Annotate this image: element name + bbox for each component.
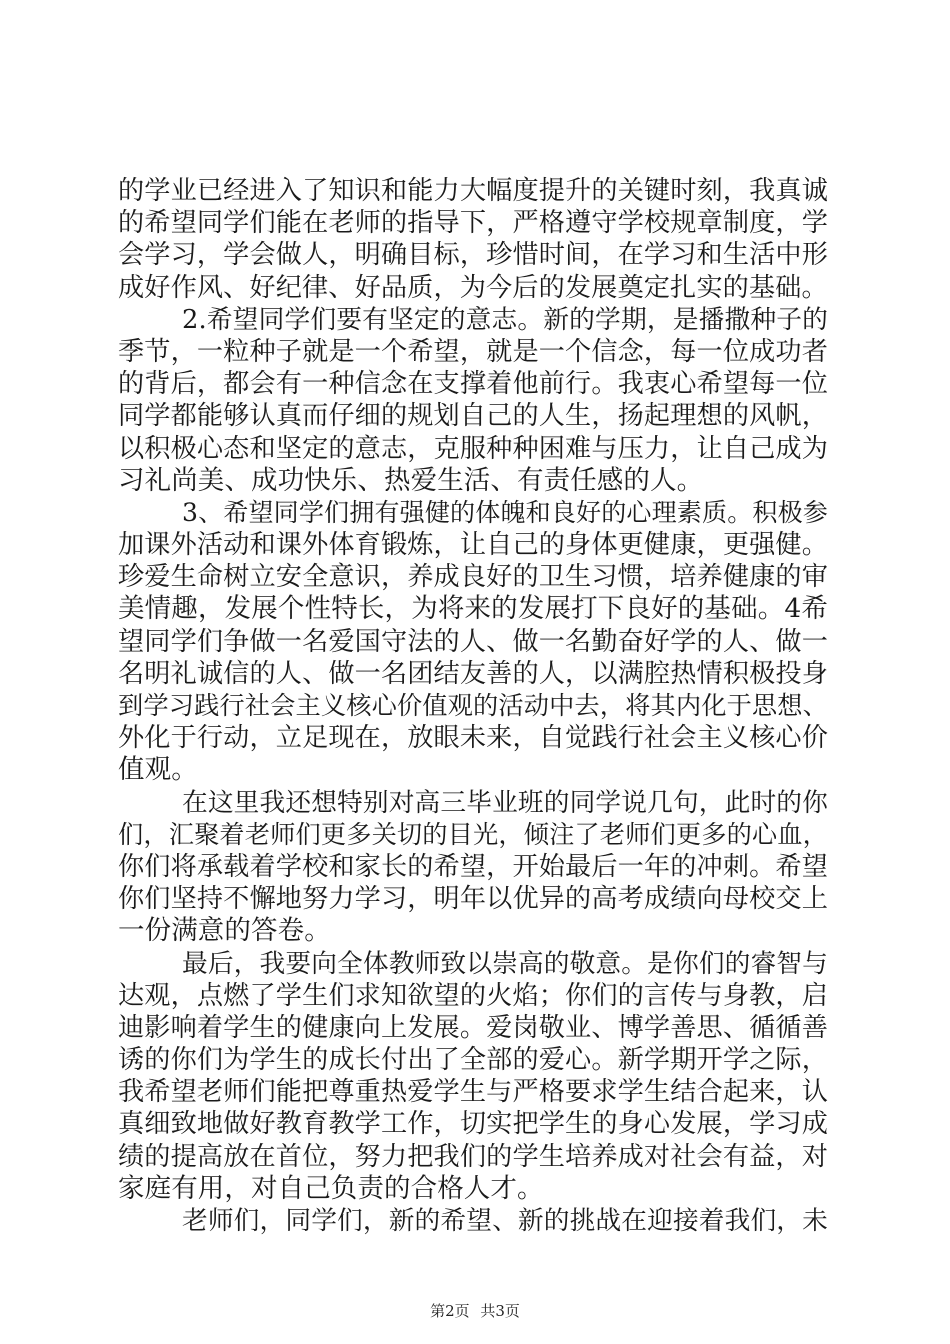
text-line: 我希望老师们能把尊重热爱学生与严格要求学生结合起来，认 (118, 1077, 828, 1108)
text-line: 真细致地做好教育教学工作，切实把学生的身心发展，学习成 (118, 1109, 828, 1140)
text-line: 美情趣，发展个性特长，为将来的发展打下良好的基础。4希 (118, 593, 828, 625)
text-line: 望同学们争做一名爱国守法的人、做一名勤奋好学的人、做一 (118, 626, 828, 657)
text-line: 习礼尚美、成功快乐、热爱生活、有责任感的人。 (118, 464, 704, 496)
text-line: 最后，我要向全体教师致以崇高的敬意。是你们的睿智与 (182, 948, 828, 979)
text-line: 诱的你们为学生的成长付出了全部的爱心。新学期开学之际， (118, 1045, 828, 1076)
text-line: 值观。 (118, 754, 198, 786)
text-line: 外化于行动，立足现在，放眼未来，自觉践行社会主义核心价 (118, 723, 828, 754)
text-line: 老师们，同学们，新的希望、新的挑战在迎接着我们，未 (182, 1206, 828, 1236)
body-text (118, 175, 828, 1237)
text-line: 以积极心态和坚定的意志，克服种种困难与压力，让自己成为 (118, 433, 828, 464)
text-line: 迪影响着学生的健康向上发展。爱岗敬业、博学善思、循循善 (118, 1012, 828, 1043)
text-line: 绩的提高放在首位，努力把我们的学生培养成对社会有益，对 (118, 1141, 828, 1172)
text-line: 名明礼诚信的人、做一名团结友善的人，以满腔热情积极投身 (118, 658, 828, 689)
page-footer (0, 1300, 950, 1321)
text-line: 同学都能够认真而仔细的规划自己的人生，扬起理想的风帆， (118, 401, 828, 432)
text-line: 加课外活动和课外体育锻炼，让自己的身体更健康，更强健。 (118, 530, 828, 561)
text-line: 珍爱生命树立安全意识，养成良好的卫生习惯，培养健康的审 (118, 562, 828, 593)
text-line: 3、希望同学们拥有强健的体魄和良好的心理素质。积极参 (182, 497, 828, 527)
text-line: 的学业已经进入了知识和能力大幅度提升的关键时刻，我真诚 (118, 176, 828, 206)
text-line: 们，汇聚着老师们更多关切的目光，倾注了老师们更多的心血， (118, 819, 828, 849)
text-line: 一份满意的答卷。 (118, 915, 331, 947)
text-line: 的背后，都会有一种信念在支撑着他前行。我衷心希望每一位 (118, 369, 828, 400)
text-line: 你们坚持不懈地努力学习，明年以优异的高考成绩向母校交上 (118, 884, 828, 915)
text-line: 你们将承载着学校和家长的希望，开始最后一年的冲刺。希望 (118, 851, 828, 882)
text-line: 达观，点燃了学生们求知欲望的火焰；你们的言传与身教，启 (118, 980, 828, 1011)
page-total: 共3页 (480, 1302, 520, 1320)
page-number: 第2页 (430, 1302, 470, 1320)
text-line: 到学习践行社会主义核心价值观的活动中去，将其内化于思想、 (118, 691, 828, 720)
text-line: 2.希望同学们要有坚定的意志。新的学期，是播撒种子的 (182, 304, 828, 335)
text-line: 季节，一粒种子就是一个希望，就是一个信念，每一位成功者 (118, 336, 828, 367)
text-line: 家庭有用，对自己负责的合格人才。 (118, 1172, 544, 1204)
text-line: 在这里我还想特别对高三毕业班的同学说几句，此时的你 (182, 787, 828, 818)
text-line: 会学习，学会做人，明确目标，珍惜时间，在学习和生活中形 (118, 240, 828, 271)
text-line: 的希望同学们能在老师的指导下，严格遵守学校规章制度，学 (118, 208, 828, 239)
text-line: 成好作风、好纪律、好品质，为今后的发展奠定扎实的基础。 (118, 272, 828, 303)
